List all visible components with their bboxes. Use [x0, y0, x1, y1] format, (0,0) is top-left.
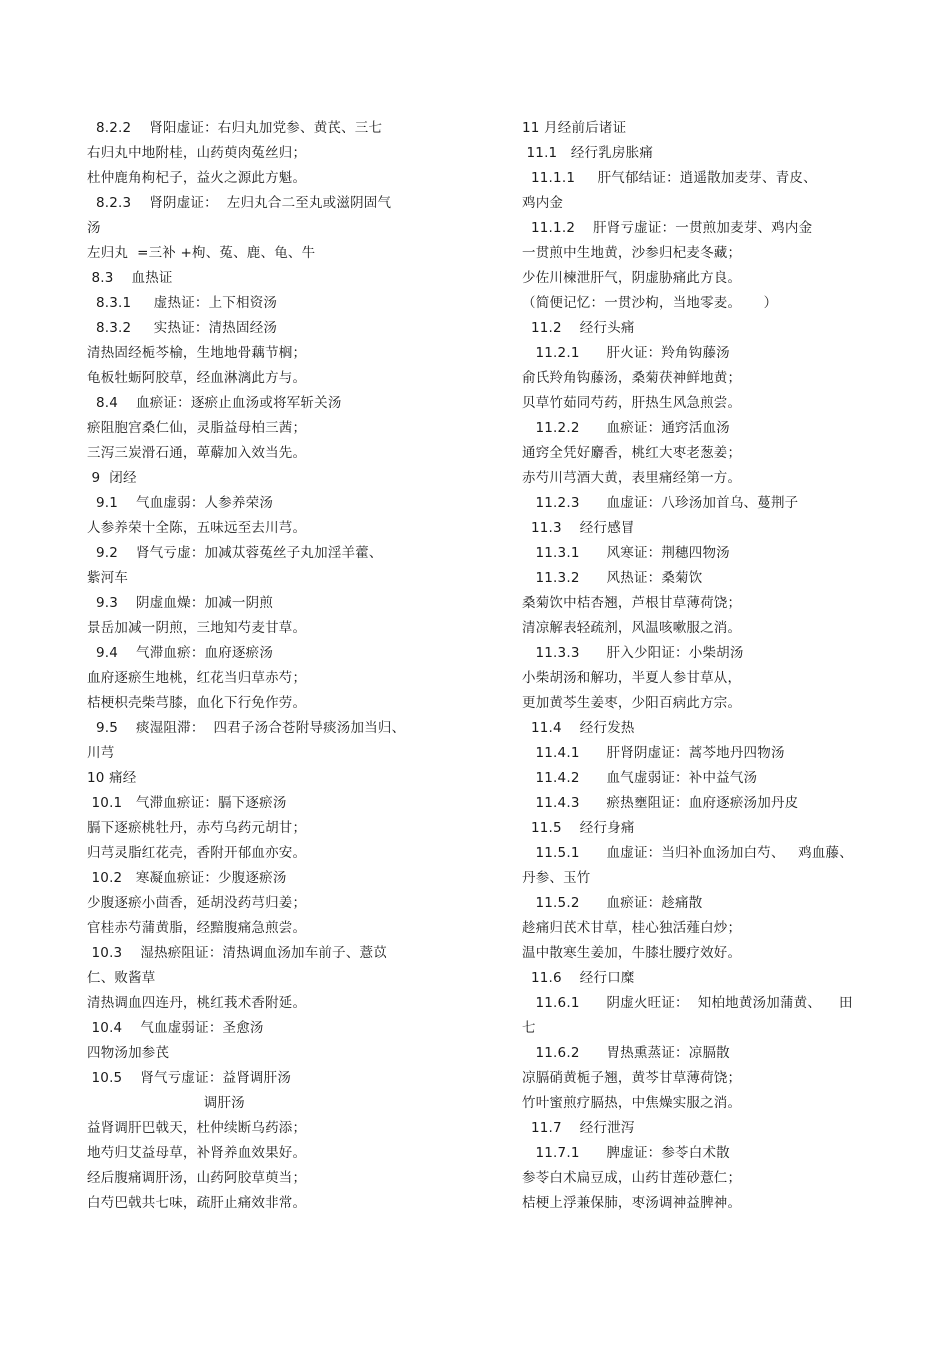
right-column-line: 贝草竹茹同芍药，肝热生风急煎尝。 [522, 395, 742, 411]
left-column-line: 三泻三炭滑石通，萆薢加入效当先。 [87, 445, 307, 461]
left-column-line: 清热固经栀芩榆，生地地骨藕节榈； [87, 345, 307, 361]
left-column-line: 桔梗枳壳柴芎膝，血化下行免作劳。 [87, 695, 307, 711]
left-column-line: 左归丸 =三补 +枸、菟、鹿、龟、牛 [87, 245, 316, 261]
left-column-line: 9.1 气血虚弱：人参养荣汤 [87, 495, 274, 511]
left-column-line: 益肾调肝巴戟天，杜仲续断乌药添； [87, 1120, 307, 1136]
left-column-line: 四物汤加参芪 [87, 1045, 170, 1061]
left-column-line: 9.3 阴虚血燥：加减一阴煎 [87, 595, 274, 611]
right-column-line: 凉膈硝黄栀子翘，黄芩甘草薄荷饶； [522, 1070, 742, 1086]
right-column-line: 俞氏羚角钩藤汤，桑菊茯神鲜地黄； [522, 370, 742, 386]
right-column-line: 11.2.3 血虚证：八珍汤加首乌、蔓荆子 [522, 495, 799, 511]
right-column-line: 11.7 经行泄泻 [522, 1120, 635, 1136]
left-column-line: 8.3.2 实热证：清热固经汤 [87, 320, 278, 336]
right-column-line: 11.3 经行感冒 [522, 520, 635, 536]
left-column-line: 8.3 血热证 [87, 270, 173, 286]
right-column-line: 11.1 经行乳房胀痛 [522, 145, 654, 161]
right-column-line: 11.7.1 脾虚证：参苓白术散 [522, 1145, 730, 1161]
left-column-line: 清热调血四连丹，桃红莪术香附延。 [87, 995, 307, 1011]
right-column-line: 一贯煎中生地黄，沙参归杞麦冬藏； [522, 245, 742, 261]
right-column-line: 11.4.3 瘀热壅阻证：血府逐瘀汤加丹皮 [522, 795, 799, 811]
left-column-line: 10.3 湿热瘀阻证：清热调血汤加车前子、薏苡 [87, 945, 387, 961]
right-column-line: 11.6.2 胃热熏蒸证：凉膈散 [522, 1045, 730, 1061]
left-column-line: 8.2.2 肾阳虚证：右归丸加党参、黄芪、三七 [87, 120, 383, 136]
right-text-column [522, 116, 867, 1216]
left-column-line: 仁、败酱草 [87, 970, 156, 986]
left-column-line: 地芍归艾益母草，补肾养血效果好。 [87, 1145, 307, 1161]
left-column-line: 膈下逐瘀桃牡丹，赤芍乌药元胡甘； [87, 820, 307, 836]
right-column-line: 清凉解表轻疏剂，风温咳嗽服之消。 [522, 620, 742, 636]
right-column-line: 趁痛归芪术甘草，桂心独活薤白炒； [522, 920, 742, 936]
right-column-line: 赤芍川芎酒大黄，表里痛经第一方。 [522, 470, 742, 486]
right-column-line: （简便记忆：一贯沙枸，当地零麦。 ） [522, 295, 778, 311]
right-column-line: 11.5.1 血虚证：当归补血汤加白芍、 鸡血藤、 [522, 845, 853, 861]
right-column-line: 11.3.3 肝入少阳证：小柴胡汤 [522, 645, 744, 661]
left-column-line: 官桂赤芍蒲黄脂，经黯腹痛急煎尝。 [87, 920, 307, 936]
right-column-line: 通窍全凭好麝香，桃红大枣老葱姜； [522, 445, 742, 461]
right-column-line: 11.3.2 风热证：桑菊饮 [522, 570, 703, 586]
right-column-line: 少佐川楝泄肝气，阴虚胁痛此方良。 [522, 270, 742, 286]
left-column-line: 10 痛经 [87, 770, 137, 786]
left-column-line: 经后腹痛调肝汤，山药阿胶草萸当； [87, 1170, 307, 1186]
left-column-line: 杜仲鹿角枸杞子，益火之源此方魁。 [87, 170, 307, 186]
left-column-line: 8.3.1 虚热证：上下相资汤 [87, 295, 278, 311]
right-column-line: 11.4.2 血气虚弱证：补中益气汤 [522, 770, 758, 786]
left-column-line: 9.4 气滞血瘀：血府逐瘀汤 [87, 645, 274, 661]
right-column-line: 11.6.1 阴虚火旺证： 知柏地黄汤加蒲黄、 田 [522, 995, 853, 1011]
left-column-line: 景岳加减一阴煎，三地知芍麦甘草。 [87, 620, 307, 636]
left-column-line: 汤 [87, 220, 101, 236]
right-column-line: 更加黄芩生姜枣，少阳百病此方宗。 [522, 695, 742, 711]
right-column-line: 11.2 经行头痛 [522, 320, 635, 336]
left-column-line: 人参养荣十全陈，五味远至去川芎。 [87, 520, 307, 536]
right-column-line: 11.5 经行身痛 [522, 820, 635, 836]
left-column-line: 川芎 [87, 745, 115, 761]
left-column-line: 白芍巴戟共七味，疏肝止痛效非常。 [87, 1195, 307, 1211]
right-column-line: 11.2.2 血瘀证：通窍活血汤 [522, 420, 730, 436]
right-column-line: 竹叶蜜煎疗膈热，中焦燥实服之消。 [522, 1095, 742, 1111]
right-column-line: 桑菊饮中桔杏翘，芦根甘草薄荷饶； [522, 595, 742, 611]
left-column-line: 9.5 痰湿阻滞： 四君子汤合苍附导痰汤加当归、 [87, 720, 406, 736]
left-column-line: 右归丸中地附桂，山药萸肉菟丝归； [87, 145, 307, 161]
left-text-column [87, 116, 427, 1216]
right-column-line: 11.2.1 肝火证：羚角钩藤汤 [522, 345, 730, 361]
right-column-line: 11.4.1 肝肾阴虚证：蒿芩地丹四物汤 [522, 745, 785, 761]
right-column-line: 参苓白术扁豆成，山药甘莲砂薏仁； [522, 1170, 742, 1186]
left-column-line: 归芎灵脂红花壳，香附开郁血亦安。 [87, 845, 307, 861]
right-column-line: 温中散寒生姜加，牛膝壮腰疗效好。 [522, 945, 742, 961]
left-column-line: 10.2 寒凝血瘀证：少腹逐瘀汤 [87, 870, 287, 886]
right-column-line: 11.1.2 肝肾亏虚证：一贯煎加麦芽、鸡内金 [522, 220, 813, 236]
left-column-line: 紫河车 [87, 570, 129, 586]
right-column-line: 桔梗上浮兼保肺，枣汤调神益脾神。 [522, 1195, 742, 1211]
left-column-line: 10.1 气滞血瘀证：膈下逐瘀汤 [87, 795, 287, 811]
left-column-line: 10.5 肾气亏虚证：益肾调肝汤 [87, 1070, 292, 1086]
left-column-line: 10.4 气血虚弱证：圣愈汤 [87, 1020, 264, 1036]
left-column-line: 8.2.3 肾阴虚证： 左归丸合二至丸或滋阴固气 [87, 195, 392, 211]
right-column-line: 11 月经前后诸证 [522, 120, 627, 136]
right-column-line: 11.5.2 血瘀证：趁痛散 [522, 895, 703, 911]
right-column-line: 11.1.1 肝气郁结证：逍遥散加麦芽、青皮、 [522, 170, 817, 186]
left-column-line: 9 闭经 [87, 470, 137, 486]
left-column-line: 龟板牡蛎阿胶草，经血淋漓此方与。 [87, 370, 307, 386]
right-column-line: 小柴胡汤和解功，半夏人参甘草从， [522, 670, 742, 686]
right-column-line: 鸡内金 [522, 195, 564, 211]
right-column-line: 11.6 经行口糜 [522, 970, 635, 986]
right-column-line: 丹参、玉竹 [522, 870, 591, 886]
right-column-line: 11.4 经行发热 [522, 720, 635, 736]
left-column-line: 少腹逐瘀小茴香，延胡没药芎归姜； [87, 895, 307, 911]
left-column-line: 瘀阻胞宫桑仁仙，灵脂益母柏三茜； [87, 420, 307, 436]
left-column-line: 9.2 肾气亏虚：加减苁蓉菟丝子丸加淫羊藿、 [87, 545, 383, 561]
left-column-line: 8.4 血瘀证：逐瘀止血汤或将军斩关汤 [87, 395, 342, 411]
left-column-line: 血府逐瘀生地桃，红花当归草赤芍； [87, 670, 307, 686]
left-column-line: 调肝汤 [87, 1095, 245, 1111]
right-column-line: 11.3.1 风寒证：荆穗四物汤 [522, 545, 730, 561]
right-column-line: 七 [522, 1020, 536, 1036]
